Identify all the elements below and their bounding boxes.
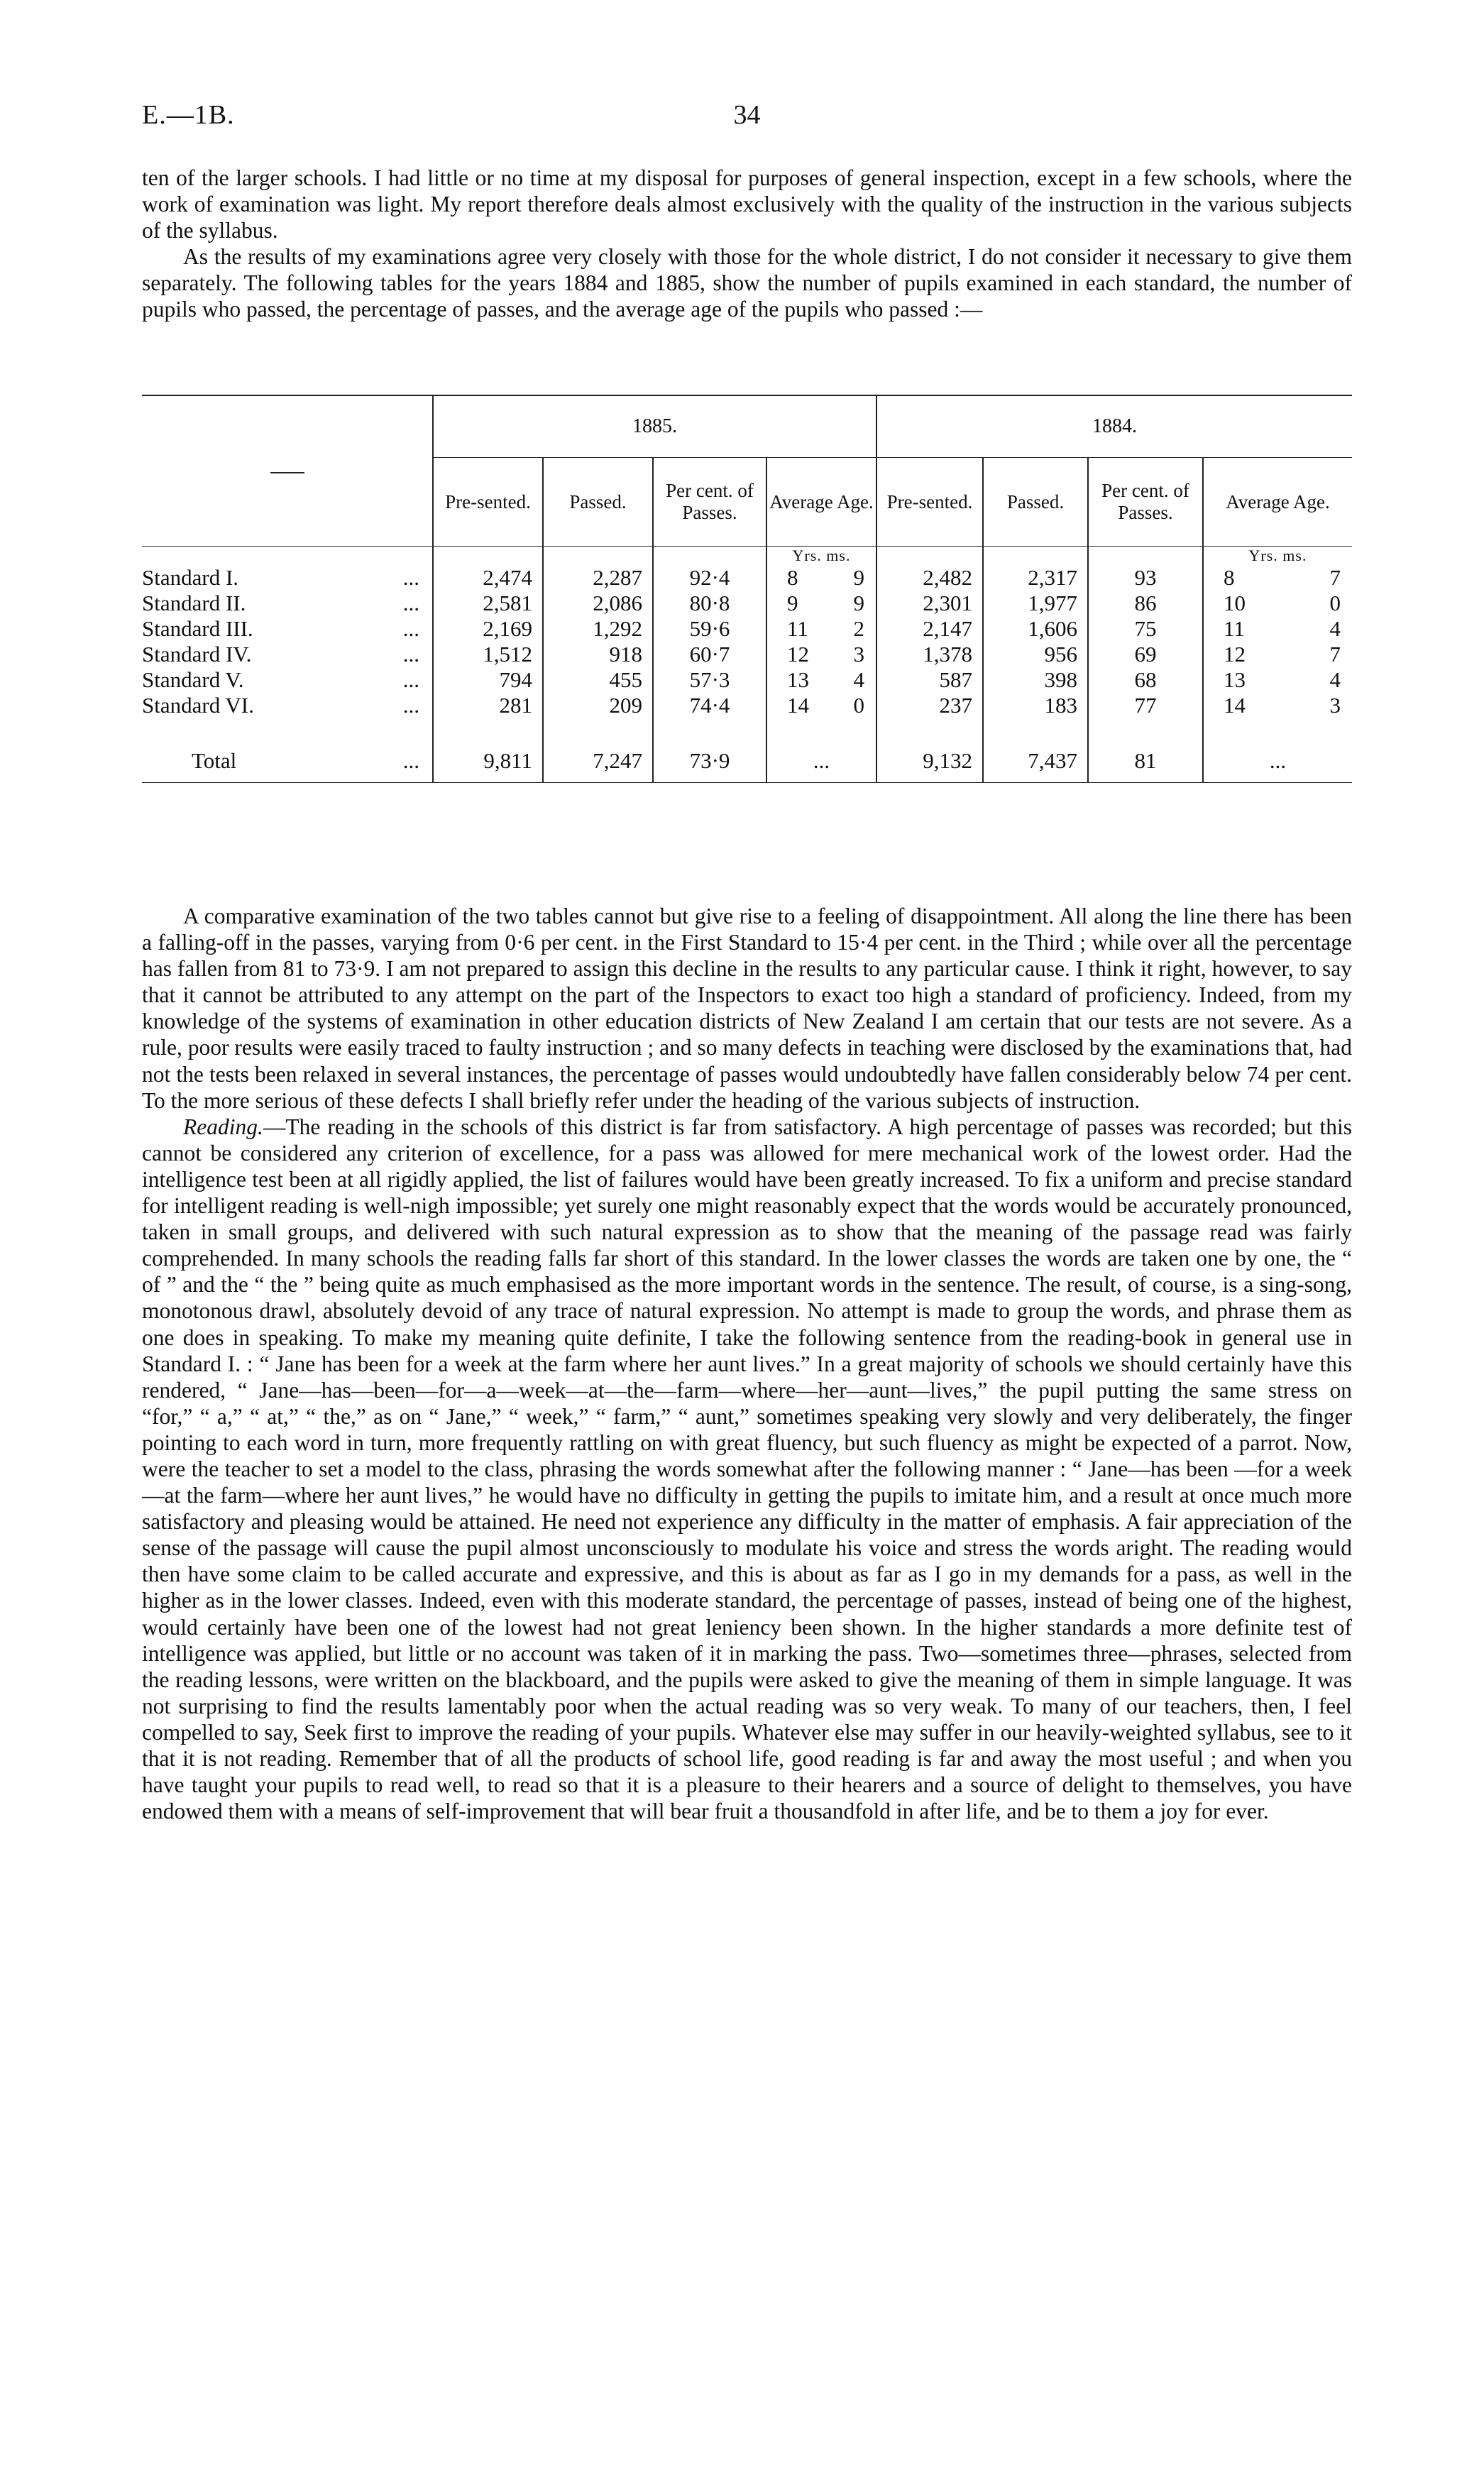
percent-1884: 69 <box>1088 642 1203 667</box>
age-1884 <box>1203 591 1352 616</box>
col-presented-1884: Pre-sented. <box>876 458 983 547</box>
total-age-1885: ... <box>766 740 876 783</box>
intro-paragraph-1: ten of the larger schools. I had little or no time at my disposal for purposes of general inspection, except in a few schools, where the work of examination was light. My report therefore deals almost exclusively with the quality of the instruction in the various subjects of the syllabus. <box>142 165 1352 243</box>
passed-1884: 2,317 <box>983 565 1088 591</box>
age-1885 <box>766 616 876 642</box>
age-months-1885: 0 <box>853 693 864 718</box>
age-years-1885: 9 <box>787 591 798 615</box>
age-years-1885: 14 <box>787 693 809 718</box>
age-1885 <box>766 642 876 667</box>
total-leader: ... <box>402 748 419 773</box>
total-presented-1884: 9,132 <box>876 740 983 783</box>
row-leader: ... <box>402 642 419 667</box>
row-label <box>142 565 433 591</box>
age-years-1885: 8 <box>787 565 798 590</box>
body-paragraph-reading <box>142 1114 1352 1825</box>
age-1884 <box>1203 693 1352 718</box>
row-label <box>142 616 433 642</box>
standard-label: Standard II. <box>142 591 246 615</box>
presented-1885: 2,169 <box>433 616 543 642</box>
presented-1884: 2,147 <box>876 616 983 642</box>
total-presented-1885: 9,811 <box>433 740 543 783</box>
col-presented-1885: Pre-sented. <box>433 458 543 547</box>
age-months-1884: 7 <box>1329 642 1341 667</box>
row-leader: ... <box>402 693 419 718</box>
presented-1885: 2,581 <box>433 591 543 616</box>
presented-1885: 1,512 <box>433 642 543 667</box>
percent-1885: 59·6 <box>653 616 766 642</box>
presented-1884: 1,378 <box>876 642 983 667</box>
age-months-1885: 3 <box>853 642 864 667</box>
passed-1884: 1,606 <box>983 616 1088 642</box>
age-years-1884: 13 <box>1224 667 1246 692</box>
standard-label: Standard I. <box>142 565 239 590</box>
age-months-1885: 4 <box>853 667 864 692</box>
body-text <box>142 903 1352 1824</box>
intro-text <box>142 165 1352 322</box>
presented-1885: 281 <box>433 693 543 718</box>
row-label <box>142 667 433 693</box>
table-row <box>142 616 1352 642</box>
percent-1884: 93 <box>1088 565 1203 591</box>
age-1885 <box>766 667 876 693</box>
table-body <box>142 565 1352 718</box>
total-percent-1884: 81 <box>1088 740 1203 783</box>
age-months-1885: 9 <box>853 565 864 590</box>
percent-1884: 86 <box>1088 591 1203 616</box>
age-1884 <box>1203 565 1352 591</box>
reading-heading: Reading. <box>183 1114 263 1139</box>
age-1885 <box>766 693 876 718</box>
age-years-1885: 11 <box>787 616 808 641</box>
age-years-1884: 12 <box>1224 642 1246 667</box>
total-label: Total <box>192 748 237 773</box>
total-passed-1885: 7,247 <box>543 740 653 783</box>
presented-1884: 587 <box>876 667 983 693</box>
age-years-1884: 14 <box>1224 693 1246 718</box>
presented-1885: 794 <box>433 667 543 693</box>
percent-1884: 75 <box>1088 616 1203 642</box>
year-header-1884: 1884. <box>876 395 1352 458</box>
page-number: 34 <box>733 100 761 130</box>
standard-label: Standard V. <box>142 667 244 692</box>
total-age-1884: ... <box>1203 740 1352 783</box>
age-months-1884: 3 <box>1329 693 1341 718</box>
percent-1885: 60·7 <box>653 642 766 667</box>
row-label <box>142 642 433 667</box>
standard-label: Standard VI. <box>142 693 254 718</box>
age-1885 <box>766 565 876 591</box>
passed-1884: 398 <box>983 667 1088 693</box>
age-months-1884: 0 <box>1329 591 1341 615</box>
passed-1885: 455 <box>543 667 653 693</box>
stub-header <box>142 395 433 547</box>
passed-1884: 956 <box>983 642 1088 667</box>
age-years-1885: 12 <box>787 642 809 667</box>
total-passed-1884: 7,437 <box>983 740 1088 783</box>
passed-1885: 209 <box>543 693 653 718</box>
col-passed-1884: Passed. <box>983 458 1088 547</box>
row-leader: ... <box>402 565 419 590</box>
age-months-1884: 4 <box>1329 616 1341 641</box>
percent-1884: 68 <box>1088 667 1203 693</box>
units-row <box>142 547 1352 566</box>
col-passed-1885: Passed. <box>543 458 653 547</box>
age-months-1885: 9 <box>853 591 864 615</box>
table-row <box>142 693 1352 718</box>
standard-label: Standard III. <box>142 616 253 641</box>
year-header-1885: 1885. <box>433 395 876 458</box>
percent-1885: 92·4 <box>653 565 766 591</box>
row-leader: ... <box>402 616 419 641</box>
standard-label: Standard IV. <box>142 642 252 667</box>
col-age-1884: Average Age. <box>1203 458 1352 547</box>
age-months-1884: 7 <box>1329 565 1341 590</box>
passed-1885: 1,292 <box>543 616 653 642</box>
age-units-1885: Yrs. ms. <box>766 547 876 566</box>
age-years-1884: 8 <box>1224 565 1235 590</box>
passed-1885: 2,287 <box>543 565 653 591</box>
col-age-1885: Average Age. <box>766 458 876 547</box>
age-1884 <box>1203 642 1352 667</box>
table-row <box>142 667 1352 693</box>
total-percent-1885: 73·9 <box>653 740 766 783</box>
table-row <box>142 591 1352 616</box>
age-months-1885: 2 <box>853 616 864 641</box>
passed-1884: 183 <box>983 693 1088 718</box>
page-header <box>142 99 1352 142</box>
table-row <box>142 642 1352 667</box>
percent-1885: 80·8 <box>653 591 766 616</box>
age-1884 <box>1203 616 1352 642</box>
document-reference: E.—1B. <box>142 100 235 130</box>
presented-1885: 2,474 <box>433 565 543 591</box>
age-years-1884: 10 <box>1224 591 1246 615</box>
age-1884 <box>1203 667 1352 693</box>
stub-dash-rule <box>270 472 304 473</box>
passed-1884: 1,977 <box>983 591 1088 616</box>
passed-1885: 2,086 <box>543 591 653 616</box>
age-units-1884: Yrs. ms. <box>1203 547 1352 566</box>
presented-1884: 2,301 <box>876 591 983 616</box>
presented-1884: 237 <box>876 693 983 718</box>
row-leader: ... <box>402 667 419 692</box>
row-label <box>142 693 433 718</box>
col-percent-1884: Per cent. of Passes. <box>1088 458 1203 547</box>
presented-1884: 2,482 <box>876 565 983 591</box>
col-percent-1885: Per cent. of Passes. <box>653 458 766 547</box>
passed-1885: 918 <box>543 642 653 667</box>
table-row <box>142 565 1352 591</box>
percent-1884: 77 <box>1088 693 1203 718</box>
age-years-1885: 13 <box>787 667 809 692</box>
row-leader: ... <box>402 591 419 615</box>
results-table <box>142 395 1352 783</box>
row-label <box>142 591 433 616</box>
total-label-cell <box>142 740 433 783</box>
percent-1885: 57·3 <box>653 667 766 693</box>
reading-text: —The reading in the schools of this district is far from satisfactory. A high percentage of passes was recorded; but this cannot be considered any criterion of excellence, for a pass was allowed for mere mechanical work of the lowest order. Had the intelligence test been at all rigidly applied, the list of failures would have been greatly increased. To fix a uniform and precise standard for intelligent reading is well-nigh impossible; yet surely one might reasonably expect that the words would be accurately pronounced, taken in small groups, and delivered with such natural expression as to show that the meaning of the passage read was fairly comprehended. In many schools the reading falls far short of this standard. In the lower classes the words are taken one by one, the “ of ” and the “ the ” being quite as much emphasised as the more important words in the sentence. The result, of course, is a sing-song, monotonous drawl, absolutely devoid of any trace of natural expression. No attempt is made to group the words, and phrase them as one does in speaking. To make my meaning quite definite, I take the following sentence from the reading-book in general use in Standard I. : “ Jane has been for a week at the farm where her aunt lives.” In a great majority of schools we should certainly have this rendered, “ Jane—has—been—for—a—week—at—the—farm—where—her—aunt—lives,” the pupil putting the same stress on “for,” “ a,” “ at,” “ the,” as on “ Jane,” “ week,” “ farm,” “ aunt,” sometimes speaking very slowly and very deliberately, the finger pointing to each word in turn, more frequently rattling on with great fluency, but such fluency as might be expected of a parrot. Now, were the teacher to set a model to the class, phrasing the words somewhat after the following manner : “ Jane—has been —for a week—at the farm—where her aunt lives,” he would have no difficulty in getting the pupils to imitate him, and a result at once much more satisfactory and pleasing would be attained. He need not experience any difficulty in the matter of emphasis. A fair appreciation of the sense of the passage will cause the pupil almost unconsciously to modulate his voice and stress the words aright. The reading would then have some claim to be called accurate and expressive, and this is about as far as I go in my demands for a pass, as well in the higher as in the lower classes. Indeed, even with this moderate standard, the percentage of passes, instead of being one of the highest, would certainly have been one of the lowest had not great leniency been shown. In the higher standards a more definite test of intelligence was applied, but little or no account was taken of it in marking the pass. Two—sometimes three—phrases, selected from the reading lessons, were written on the blackboard, and the pupils were asked to give the meaning of them in simple language. It was not surprising to find the results lamentably poor when the actual reading was so very weak. To many of our teachers, then, I feel compelled to say, Seek first to improve the reading of your pupils. Whatever else may suffer in our heavily-weighted syllabus, see to it that it is not reading. Remember that of all the products of school life, good reading is far and away the most useful ; and when you have taught your pupils to read well, to read so that it is a pleasure to their hearers and a source of delight to themselves, you have endowed them with a means of self-improvement that will bear fruit a thousandfold in after life, and be to them a joy for ever. <box>142 1114 1352 1824</box>
total-row <box>142 740 1352 783</box>
age-years-1884: 11 <box>1224 616 1245 641</box>
age-1885 <box>766 591 876 616</box>
body-paragraph-1: A comparative examination of the two tables cannot but give rise to a feeling of disappointment. All along the line there has been a falling-off in the passes, varying from 0·6 per cent. in the First Standard to 15·4 per cent. in the Third ; while over all the percentage has fallen from 81 to 73·9. I am not prepared to assign this decline in the results to any particular cause. I think it right, however, to say that it cannot be attributed to any attempt on the part of the Inspectors to exact too high a standard of proficiency. Indeed, from my knowledge of the systems of examination in other education districts of New Zealand I am certain that our tests are not severe. As a rule, poor results were easily traced to faulty instruction ; and so many defects in teaching were disclosed by the examinations that, had not the tests been relaxed in several instances, the percentage of passes would undoubtedly have fallen considerably below 74 per cent. To the more serious of these defects I shall briefly refer under the heading of the various subjects of instruction. <box>142 904 1352 1113</box>
intro-paragraph-2: As the results of my examinations agree very closely with those for the whole district, I do not consider it necessary to give them separately. The following tables for the years 1884 and 1885, show the number of pupils examined in each standard, the number of pupils who passed, the percentage of passes, and the average age of the pupils who passed :— <box>142 244 1352 322</box>
percent-1885: 74·4 <box>653 693 766 718</box>
age-months-1884: 4 <box>1329 667 1341 692</box>
